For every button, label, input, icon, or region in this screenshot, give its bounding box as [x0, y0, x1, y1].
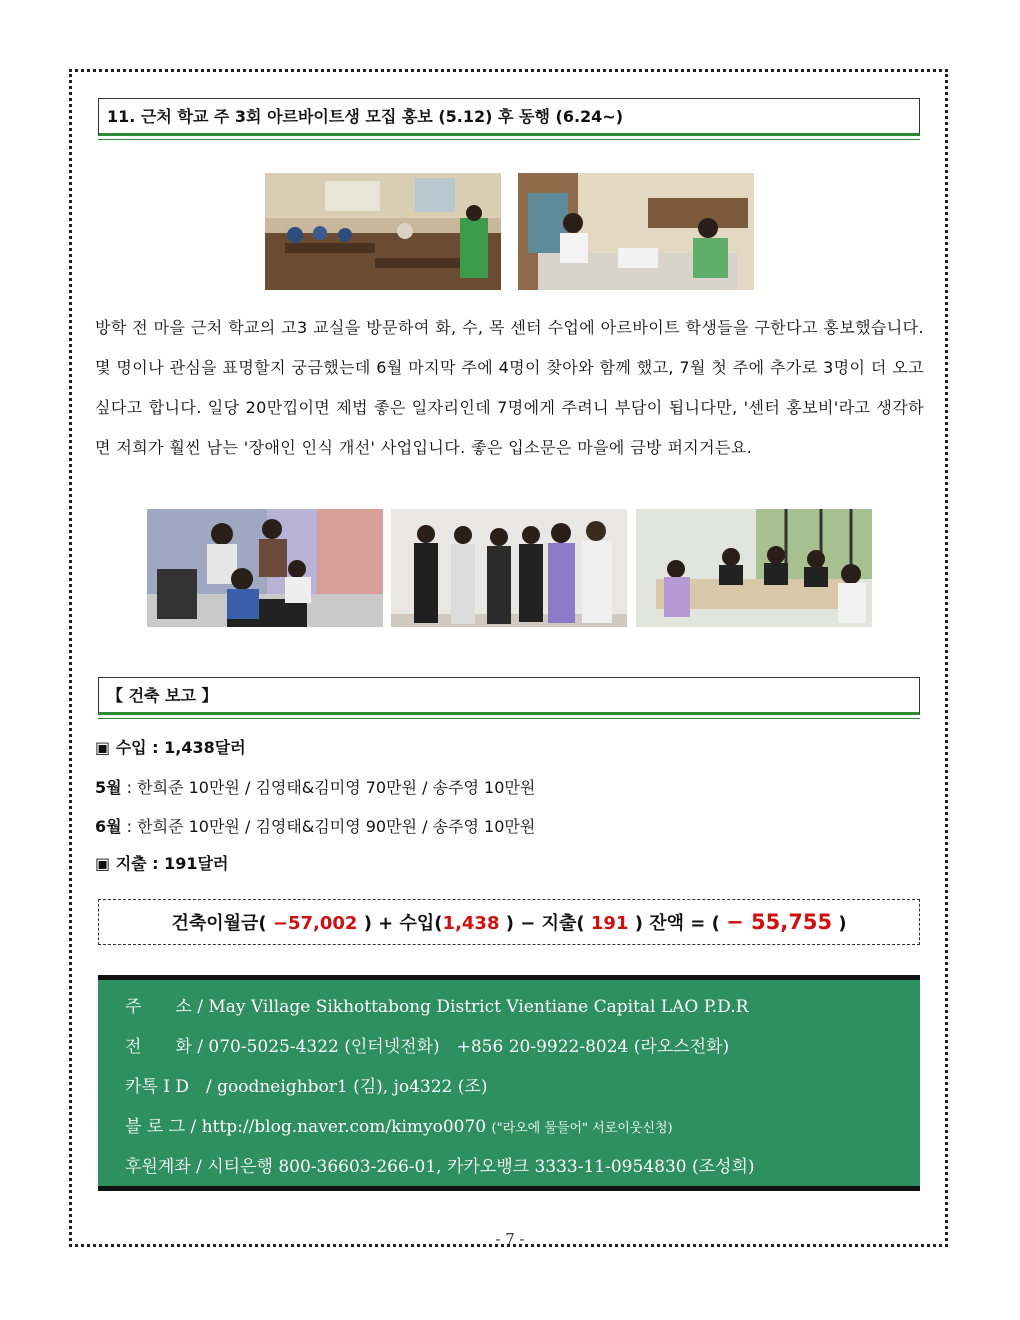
salon-photo [147, 509, 383, 627]
balance-text-expense: ) − 지출( [499, 913, 591, 934]
june-donations [95, 814, 535, 837]
group-photo [391, 509, 627, 627]
footer-blog-link[interactable]: 블 로 그 / http://blog.naver.com/kimyo0070 [125, 1117, 492, 1137]
carryover-value: −57,002 [272, 913, 358, 934]
footer-address: 주 소 / May Village Sikhottabong District Vientiane Capital LAO P.D.R [125, 997, 749, 1017]
office-meeting-photo [518, 173, 754, 290]
expense-line [95, 851, 228, 874]
income-line [95, 735, 246, 758]
balance-summary [98, 899, 920, 945]
income-value: 1,438 [442, 913, 500, 934]
income-label: ▣ 수입 : 1,438달러 [95, 738, 246, 757]
balance-text-income: ) + 수입( [357, 913, 443, 934]
footer-blog [125, 1112, 673, 1137]
balance-value: − 55,755 [726, 910, 833, 934]
construction-header [98, 677, 920, 715]
balance-text-end: ) [832, 913, 847, 934]
june-label: 6월 [95, 817, 122, 836]
footer-phone: 전 화 / 070-5025-4322 (인터넷전화) +856 20-9922-8024 (라오스전화) [125, 1037, 730, 1057]
dining-photo [636, 509, 872, 627]
footer-account: 후원계좌 / 시티은행 800-36603-266-01, 카카오뱅크 3333-11-0954830 (조성희) [125, 1157, 755, 1177]
page-number: - 7 - [495, 1230, 525, 1248]
balance-text-carryover: 건축이월금( [171, 913, 273, 934]
contact-footer [98, 975, 920, 1191]
section-11-header [98, 98, 920, 136]
may-donations [95, 775, 535, 798]
classroom-photo [265, 173, 501, 290]
footer-kakao: 카톡 I D / goodneighbor1 (김), jo4322 (조) [125, 1077, 488, 1097]
may-label: 5월 [95, 778, 122, 797]
footer-blog-note: ("라오에 물들어" 서로이웃신청) [491, 1121, 673, 1136]
may-text: : 한희준 10만원 / 김영태&김미영 70만원 / 송주영 10만원 [121, 778, 536, 797]
section-11-title: 11. 근처 학교 주 3회 아르바이트생 모집 홍보 (5.12) 후 동행 (6.24~) [107, 107, 624, 126]
expense-label: ▣ 지출 : 191달러 [95, 854, 229, 873]
construction-title: 【 건축 보고 】 [107, 686, 218, 705]
balance-text-total: ) 잔액 = ( [628, 913, 727, 934]
expense-value: 191 [590, 913, 629, 934]
section-11-paragraph: 방학 전 마을 근처 학교의 고3 교실을 방문하여 화, 수, 목 센터 수업에 아르바이트 학생들을 구한다고 홍보했습니다. 몇 명이나 관심을 표명할지 궁금했는데 6월 마지막 주에 4명이 찾아와 함께 했고, 7월 첫 주에 추가로 3명이 더 오고 싶다고 합니다. 일당 20만낍이면 제법 좋은 일자리인데 7명에게 주려니 부담이 됩니다만, '센터 홍보비'라고 생각하면 저희가 훨씬 남는 '장애인 인식 개선' 사업입니다. 좋은 입소문은 마을에 금방 퍼지거든요. [95, 318, 924, 457]
june-text: : 한희준 10만원 / 김영태&김미영 90만원 / 송주영 10만원 [121, 817, 536, 836]
